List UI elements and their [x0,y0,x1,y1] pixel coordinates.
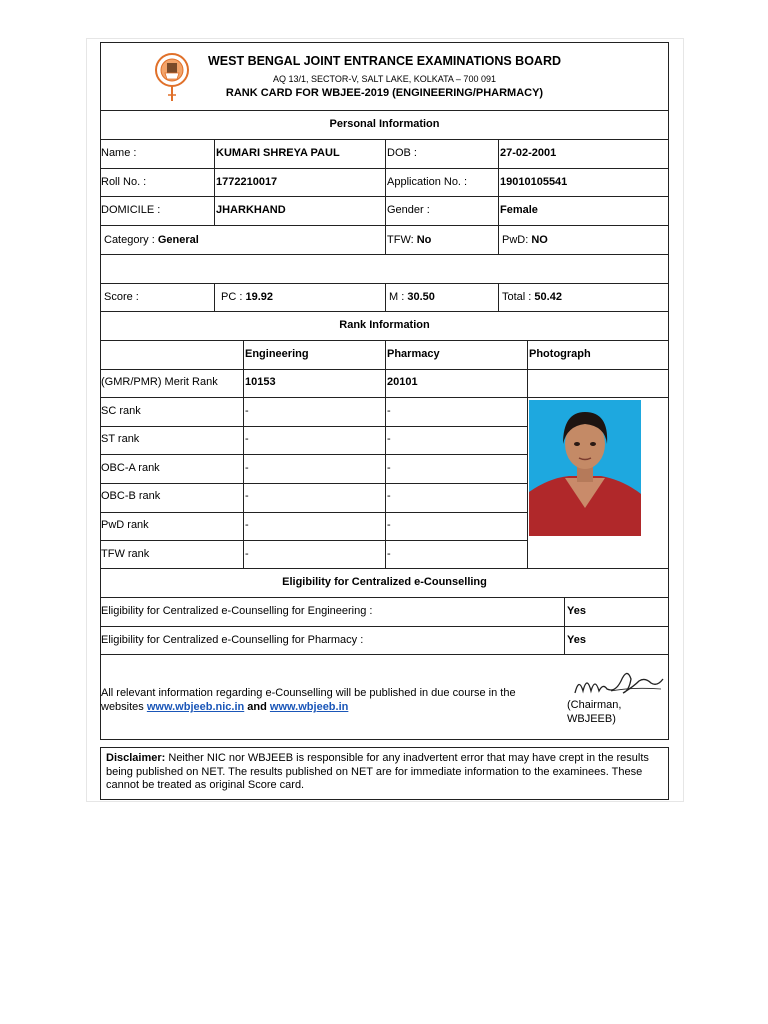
counselling-info-line2 [101,701,348,714]
tfw-value: No [416,234,432,246]
chairman-signature-icon [571,663,666,703]
eligibility-heading: Eligibility for Centralized e-Counselling [282,576,487,588]
total-label: Total : [502,291,535,303]
eligibility-pharmacy-label: Eligibility for Centralized e-Counselling for Pharmacy : [101,634,364,646]
row-divider [101,426,527,427]
pc-label: PC : [221,291,246,303]
pwd-field [502,234,548,247]
disclaimer-box [100,747,669,800]
counselling-info-line1: All relevant information regarding e-Counselling will be published in due course in the [101,687,516,699]
col-divider [385,283,386,311]
pc-score [221,291,273,304]
m-score [389,291,435,304]
and-text: and [244,701,270,713]
gender-value: Female [500,204,538,216]
rank-info-heading: Rank Information [339,319,430,331]
rank-row-label: PwD rank [101,519,149,531]
col-pharmacy: Pharmacy [387,348,440,360]
total-score [502,291,562,304]
score-label: Score : [104,291,139,303]
row-divider [101,568,668,569]
col-photograph: Photograph [529,348,591,360]
personal-info-heading: Personal Information [329,118,440,130]
rank-row-label: (GMR/PMR) Merit Rank [101,376,218,388]
row-divider [101,597,668,598]
card-subtitle: RANK CARD FOR WBJEE-2019 (ENGINEERING/PHARMACY) [225,87,544,99]
disclaimer-text: Neither NIC nor WBJEEB is responsible for any inadvertent error that may have crept in the results being published on NET. The results published on NET are for immediate information to the examinees. These cannot be treated as original Score card. [106,752,649,791]
row-divider [101,654,668,655]
signatory-line2: WBJEEB) [567,713,616,725]
rank-row-pharmacy: - [387,433,391,445]
wbjeeb-nic-link[interactable]: www.wbjeeb.nic.in [146,701,245,713]
tfw-label: TFW: [387,234,417,246]
row-divider [101,512,527,513]
row-divider [101,540,527,541]
col-divider [385,139,386,254]
candidate-portrait-icon [529,400,641,536]
eligibility-engineering-value: Yes [567,605,586,617]
rank-row-pharmacy: - [387,462,391,474]
rank-row-engineering: - [245,462,249,474]
name-value: KUMARI SHREYA PAUL [216,147,340,159]
candidate-photograph [529,400,641,536]
category-label: Category : [104,234,158,246]
rank-row-engineering: - [245,433,249,445]
eligibility-pharmacy-value: Yes [567,634,586,646]
wbjeeb-link[interactable]: www.wbjeeb.in [269,701,349,713]
col-engineering: Engineering [245,348,309,360]
application-value: 19010105541 [500,176,568,188]
pwd-value: NO [531,234,548,246]
domicile-value: JHARKHAND [216,204,286,216]
rank-row-pharmacy: 20101 [387,376,418,388]
col-divider [243,340,244,568]
row-divider [101,454,527,455]
col-divider [498,139,499,225]
rank-row-label: TFW rank [101,548,150,560]
col-divider [564,597,565,654]
row-divider [101,483,527,484]
rank-row-pharmacy: - [387,490,391,502]
m-label: M : [389,291,408,303]
category-value: General [157,234,199,246]
rank-row-pharmacy: - [387,405,391,417]
col-divider [214,139,215,225]
row-divider [101,254,668,255]
pc-value: 19.92 [245,291,273,303]
category-field [104,234,199,247]
application-label: Application No. : [387,176,468,188]
rank-row-pharmacy: - [387,519,391,531]
roll-value: 1772210017 [216,176,278,188]
dob-label: DOB : [387,147,417,159]
disclaimer-label: Disclaimer: [106,752,166,764]
rank-row-engineering: - [245,405,249,417]
pwd-label: PwD: [502,234,532,246]
eligibility-engineering-label: Eligibility for Centralized e-Counselling for Engineering : [101,605,373,617]
row-divider [101,110,668,111]
signatory-line1: (Chairman, [567,699,622,711]
rank-row-engineering: - [245,548,249,560]
col-divider [498,225,499,254]
domicile-label: DOMICILE : [101,204,161,216]
dob-value: 27-02-2001 [500,147,557,159]
websites-prefix: websites [101,701,147,713]
total-value: 50.42 [534,291,562,303]
m-value: 30.50 [407,291,435,303]
rank-row-engineering: - [245,490,249,502]
col-divider [527,340,528,568]
board-title: WEST BENGAL JOINT ENTRANCE EXAMINATIONS BOARD [207,54,562,68]
row-divider [101,626,668,627]
gender-label: Gender : [387,204,430,216]
rank-row-pharmacy: - [387,548,391,560]
rank-card [100,42,669,740]
board-address: AQ 13/1, SECTOR-V, SALT LAKE, KOLKATA – 700 091 [273,74,496,84]
rank-row-label: ST rank [101,433,140,445]
rank-row-engineering: - [245,519,249,531]
rank-row-label: OBC-B rank [101,490,161,502]
col-divider [214,283,215,311]
rank-row-label: OBC-A rank [101,462,160,474]
rank-row-label: SC rank [101,405,141,417]
col-divider [385,340,386,568]
row-divider [101,311,668,312]
roll-label: Roll No. : [101,176,147,188]
tfw-field [387,234,431,247]
col-divider [498,283,499,311]
name-label: Name : [101,147,137,159]
rank-row-engineering: 10153 [245,376,276,388]
